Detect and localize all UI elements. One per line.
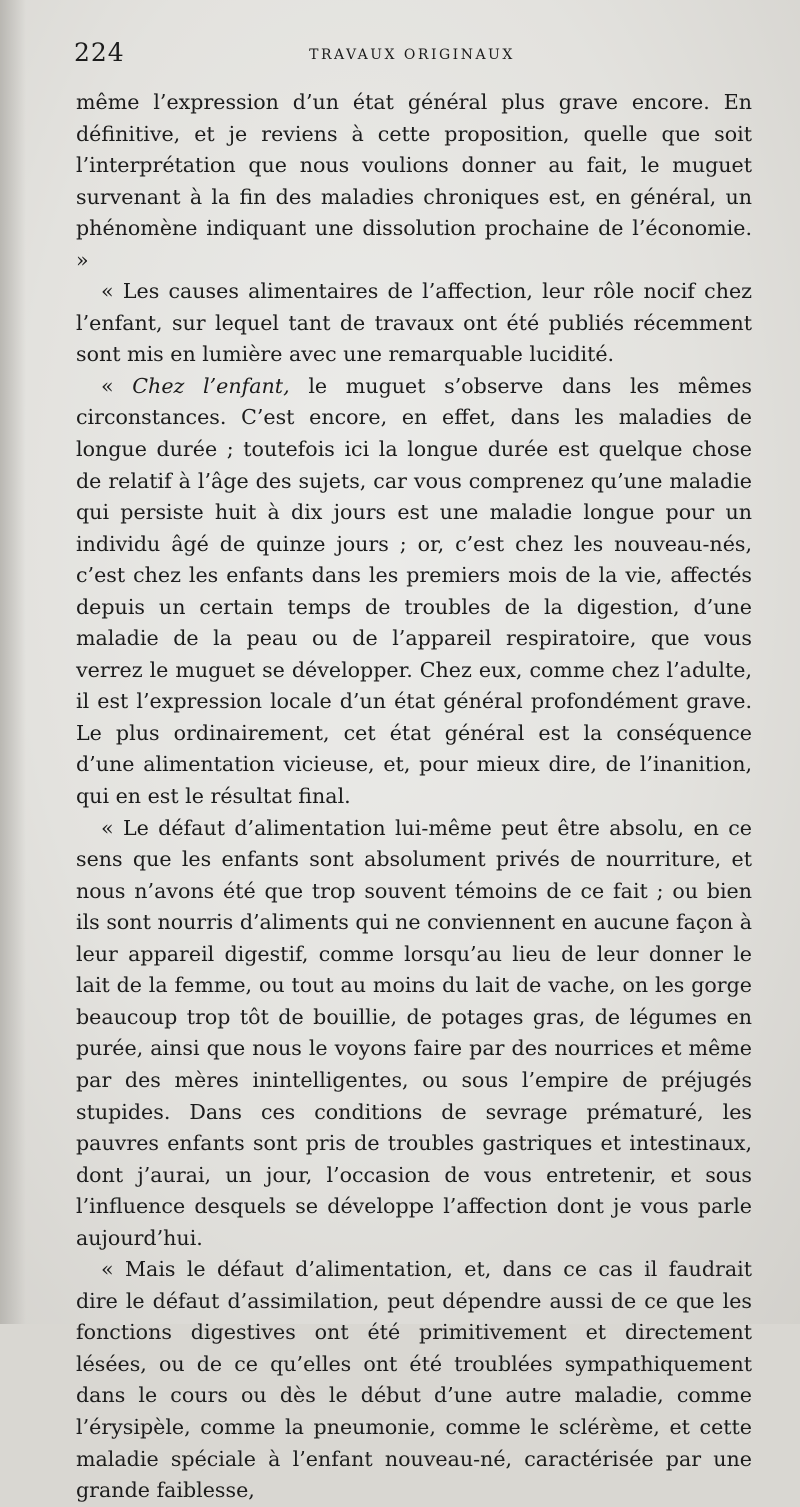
paragraph-quote-mark: «: [101, 373, 133, 398]
paragraph-defaut-assimilation: « Mais le défaut d’alimentation, et, dans ce cas il faudrait dire le défaut d’assimilation, peut dépendre aussi de ce que les fonctions digestives ont été primitivement et directement lésées, ou de ce qu’elles ont été troublées sympathiquement dans le cours ou dès le début d’une autre maladie, comme l’érysipèle, comme la pneumonie, comme le sclérème, et cette maladie spéciale à l’enfant nouveau-né, caractérisée par une grande faiblesse,: [76, 1257, 752, 1503]
running-head: TRAVAUX ORIGINAUX: [309, 47, 515, 63]
paragraph-continuation: même l’expression d’un état général plus grave encore. En définitive, et je reviens à cette proposition, quelle que soit l’interprétation que nous voulions donner au fait, le muguet survenant à la fin des maladies chroniques est, en général, un phénomène indiquant une dissolution prochaine de l’économie. »: [76, 90, 752, 272]
paragraph-alimentary-causes: « Les causes alimentaires de l’affection, leur rôle nocif chez l’enfant, sur lequel tant de travaux ont été publiés récemment sont mis en lumière avec une remarquable lucidité.: [76, 279, 752, 367]
paragraph-text: le muguet s’observe dans les mêmes circonstances. C’est encore, en effet, dans les maladies de longue durée ; toutefois ici la longue durée est quelque chose de relatif à l’âge des sujets, car vous comprenez qu’une maladie qui persiste huit à dix jours est une maladie longue pour un individu âgé de quinze jours ; or, c’est chez les nouveau-nés, c’est chez les enfants dans les premiers mois de la vie, affectés depuis un certain temps de troubles de la digestion, d’une maladie de la peau ou de l’appareil respiratoire, que vous verrez le muguet se développer. Chez eux, comme chez l’adulte, il est l’expression locale d’un état général profondément grave. Le plus ordinairement, cet état général est la conséquence d’une alimentation vicieuse, et, pour mieux dire, de l’inanition, qui en est le résultat final.: [76, 373, 752, 809]
paragraph-defaut-alimentation: « Le défaut d’alimentation lui-même peut être absolu, en ce sens que les enfants sont absolument privés de nourriture, et nous n’avons été que trop souvent témoins de ce fait ; ou bien ils sont nourris d’aliments qui ne conviennent en aucune façon à leur appareil digestif, comme lorsqu’au lieu de leur donner le lait de la femme, ou tout au moins du lait de vache, on les gorge beaucoup trop tôt de bouillie, de potages gras, de légumes en purée, ainsi que nous le voyons faire par des nourrices et même par des mères inintelligentes, ou sous l’empire de préjugés stupides. Dans ces conditions de sevrage prématuré, les pauvres enfants sont pris de troubles gastriques et intestinaux, dont j’aurai, un jour, l’occasion de vous entretenir, et sous l’influence desquels se développe l’affection dont je vous parle aujourd’hui.: [76, 815, 752, 1250]
page-header: [74, 38, 750, 78]
body-text: [76, 87, 752, 1507]
page-gutter-shadow: [0, 0, 26, 1324]
paragraph-chez-enfant: [76, 371, 752, 813]
page-number: 224: [74, 38, 125, 67]
italic-phrase: Chez l’enfant,: [132, 373, 290, 398]
